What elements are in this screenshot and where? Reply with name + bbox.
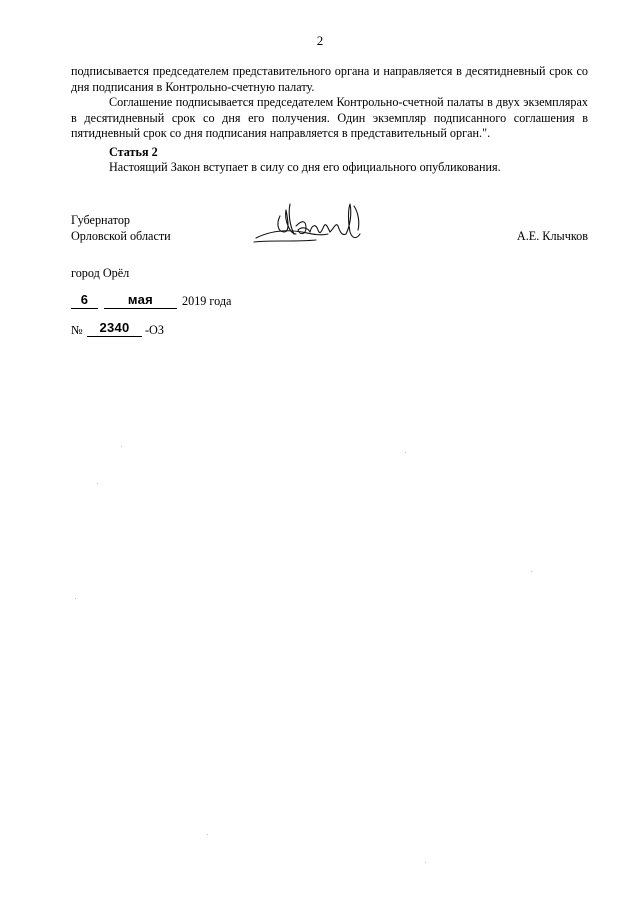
signatory-position-line2: Орловской области xyxy=(71,228,171,243)
paragraph-agreement: Соглашение подписывается председателем Контрольно-счетной палаты в двух экземплярах в десятидневный срок со дня его получения. Один экземпляр подписанного соглашения в пятидневный срок со дня подписания направляется в представительный орган.". xyxy=(71,95,588,140)
page-number: 2 xyxy=(316,33,324,48)
scan-speck xyxy=(121,446,122,447)
number-sign: № xyxy=(71,323,83,337)
date-month: мая xyxy=(104,292,177,309)
signatory-position-line1: Губернатор xyxy=(71,213,131,227)
scan-speck xyxy=(405,452,406,453)
scan-speck xyxy=(425,862,426,863)
signer-name: А.Е. Клычков xyxy=(516,229,588,243)
scan-speck xyxy=(97,483,98,484)
scan-speck xyxy=(75,598,76,599)
scan-speck xyxy=(207,834,208,835)
law-number: 2340 xyxy=(87,320,142,337)
city: город Орёл xyxy=(71,266,130,280)
date-year: 2019 года xyxy=(182,294,232,308)
article-text: Настоящий Закон вступает в силу со дня его официального опубликования. xyxy=(109,160,501,174)
law-number-line xyxy=(71,320,271,340)
body-text xyxy=(71,64,588,142)
article-heading: Статья 2 xyxy=(109,145,158,159)
paragraph-continuation: подписывается председателем представительного органа и направляется в десятидневный срок со дня подписания в Контрольно-счетную палату. xyxy=(71,64,588,94)
scan-speck xyxy=(531,571,532,572)
date-line xyxy=(71,292,331,312)
date-day: 6 xyxy=(71,292,98,309)
handwritten-signature-icon xyxy=(250,196,365,256)
signatory-position xyxy=(71,213,171,244)
law-number-suffix: -ОЗ xyxy=(145,323,164,337)
